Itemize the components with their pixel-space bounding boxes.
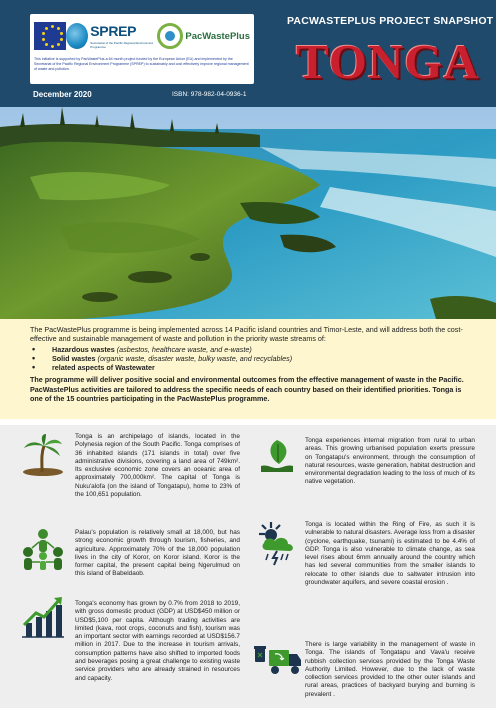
partner-logos xyxy=(30,14,254,84)
pacwasteplus-emblem-icon xyxy=(157,23,183,49)
list-item: • related aspects of Wastewater xyxy=(30,363,466,372)
climate-text: Tonga is located within the Ring of Fire, as such it is vulnerable to natural disasters. Average loss from a disaster (cyclone, earthquake, tsunami) is estimated to be 4.4% of GDP. Tonga is also vulnerable to climate change, as sea level rises about 6mm annually around the country which has led several communities from the smaller islands to relocate to other islands due to saltwater intrusion into groundwater aquifers, and severe coastal erosion . xyxy=(305,521,475,587)
waste-streams-list xyxy=(30,345,466,373)
list-item: • Hazardous wastes (asbestos, healthcare waste, and e-waste) xyxy=(30,345,466,354)
country-title: TONGA xyxy=(296,34,480,89)
sprep-logo xyxy=(66,23,157,49)
environment-leaf-icon xyxy=(257,436,297,476)
eu-flag-icon xyxy=(34,22,66,50)
sprep-emblem-icon xyxy=(66,23,88,49)
snapshot-title: PACWASTEPLUS PROJECT SNAPSHOT xyxy=(287,15,494,27)
programme-intro xyxy=(0,319,496,419)
coastline-photo xyxy=(0,107,496,319)
sprep-name: SPREP xyxy=(90,23,137,39)
population-text: Palau's population is relatively small at 18,000, but has strong economic growth through tourism, fisheries, and agriculture. Approximately 70% of the 18,000 population lives in the city of Koror, on Koror island. Koror is the former capital, the present capital being Ngerulmud on this island of Babeldaob. xyxy=(75,529,240,578)
intro-paragraph-2: The programme will deliver positive social and environmental outcomes from the effective management of waste in the Pacific. PacWastePlus activities are tailored to address the specific needs of each country based on their identified priorities. Tonga is one of the 15 countries participating in the PacWastePlus programme. xyxy=(30,375,464,404)
economy-text: Tonga's economy has grown by 0.7% from 2018 to 2019, with gross domestic product (GDP) at USD$450 million or USD$5,100 per capita. Although trading activities are limited (kava, root crops, coconuts and fish), tourism was an important sector with earnings recorded at USD$156.7 million in 2017. Due to the increase in tourism arrivals, consumption patterns have also shifted to imported foods and beverages posing a great challenge to existing waste service providers who are already strained in resources and capacity. xyxy=(75,600,240,682)
list-item: • Solid wastes (organic waste, disaster waste, bulky waste, and recyclables) xyxy=(30,354,466,363)
climate-weather-icon xyxy=(255,520,301,566)
isbn: ISBN: 978-982-04-0936-1 xyxy=(172,91,247,98)
pacwasteplus-name: PacWastePlus xyxy=(185,30,250,42)
waste-truck-icon xyxy=(253,640,303,680)
migration-text: Tonga experiences internal migration from rural to urban areas. This growing urbanised population exerts pressure on Tongatapu's environment, through the consumption of natural resources, waste generation, habitat destruction and environmental degradation leading to the loss of much of its native vegetation. xyxy=(305,437,475,486)
geography-text: Tonga is an archipelago of islands, located in the Polynesia region of the South Pacific. Tonga comprises of 36 inhabited islands (171 islands in total) over five administrative divisions, covering a land area of 749km². Its exclusive economic zone covers an oceanic area of approximately 700,000km². The capital of Tonga is Nuku'alofa (on the island of Tongatapu), home to 23% of the 100,651 population. xyxy=(75,433,240,499)
population-icon xyxy=(20,528,66,572)
waste-management-text: There is large variability in the management of waste in Tonga. The islands of Tongatapu and Vava'u receive rubbish collection services provided by the Tonga Waste Authority Limited. However, due to the lack of waste collection services provided to the other outer islands and rural areas, practices of backyard burying and burning is prevalent . xyxy=(305,641,475,698)
eu-caption: EUROPEAN UNION xyxy=(34,47,66,51)
palm-island-icon xyxy=(20,432,66,478)
pacwasteplus-logo xyxy=(157,23,250,49)
funding-note: This initiative is supported by PacWastePlus-a 64 month project funded by the European Union (EU) and implemented by the Secretariat of the Pacific Regional Environment Programme (SPREP) to sustainably and cost effectively improve regional management of waste and pollution. xyxy=(34,57,249,71)
economy-chart-icon xyxy=(20,595,66,639)
intro-paragraph-1: The PacWastePlus programme is being implemented across 14 Pacific island countries and Timor-Leste, and will address both the cost-effective and sustainable management of waste and pollution in the priority waste streams of: xyxy=(30,325,463,344)
publication-date: December 2020 xyxy=(33,90,92,99)
sprep-subtitle: Secretariat of the Pacific Regional Environment Programme xyxy=(90,41,154,49)
